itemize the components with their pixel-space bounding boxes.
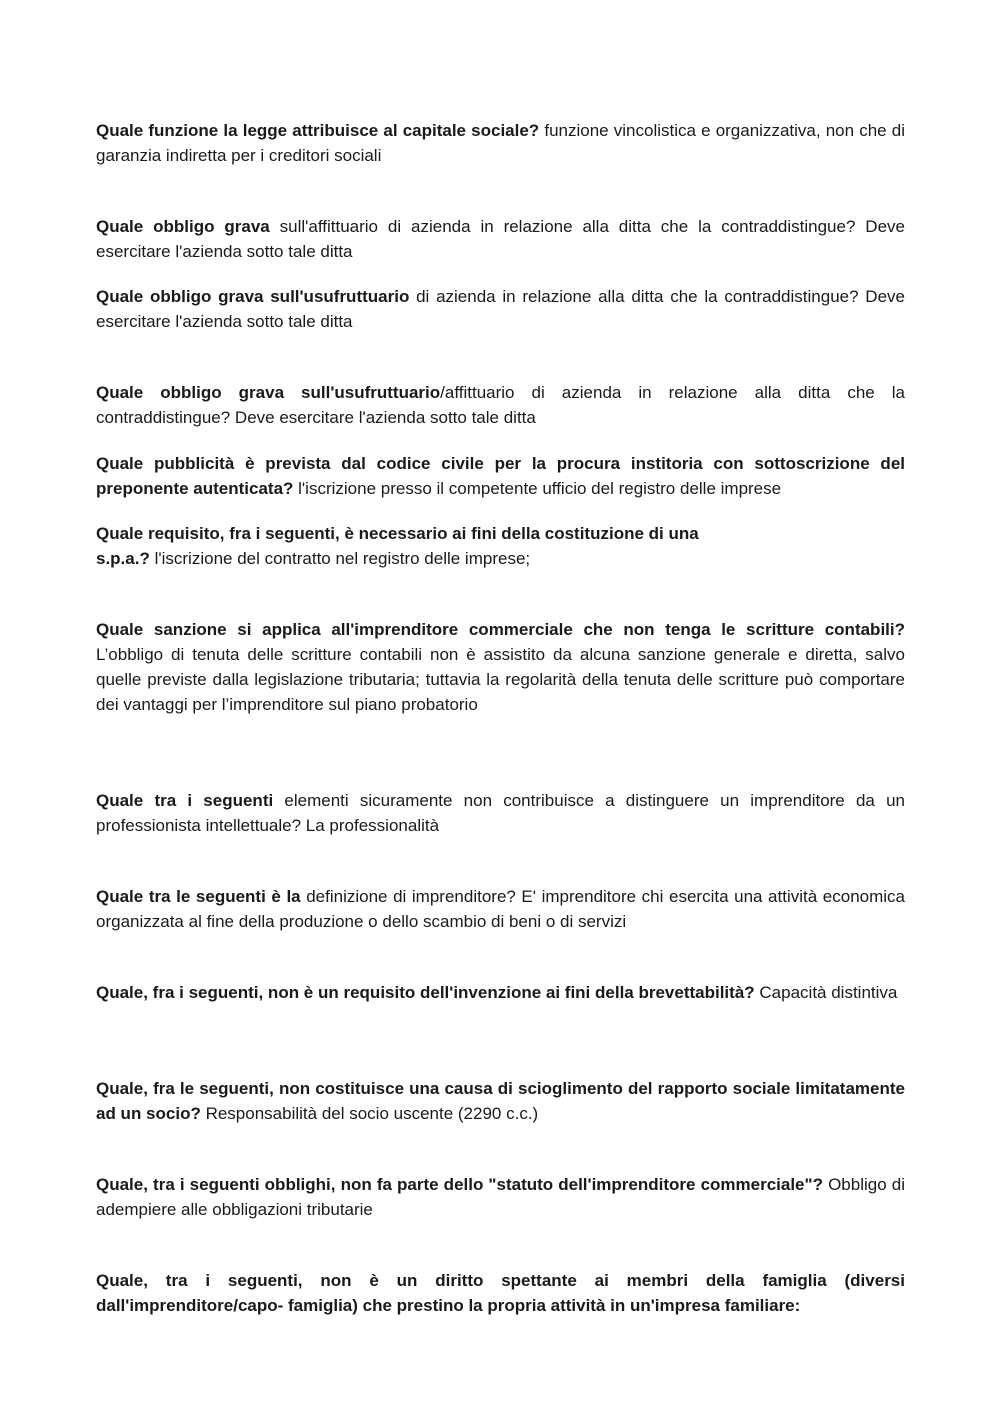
answer-text: l'iscrizione del contratto nel registro delle imprese; (154, 549, 531, 568)
answer-text: elementi sicuramente non contribuisce a distinguere un imprenditore da un professionista intellettuale? La professionalità (96, 791, 905, 835)
qa-entry (96, 788, 905, 838)
qa-entry (96, 1268, 905, 1318)
answer-text: /affittuario di azienda in relazione alla ditta che la contraddistingue? Deve esercitare l'azienda sotto tale ditta (96, 383, 905, 427)
qa-entry (96, 214, 905, 264)
qa-entry (96, 521, 905, 571)
answer-text: Obbligo di adempiere alle obbligazioni tributarie (96, 1175, 905, 1219)
question-text: Quale requisito, fra i seguenti, è necessario ai fini della costituzione di una (96, 524, 699, 543)
question-text: Quale tra i seguenti (96, 791, 274, 810)
qa-entry (96, 380, 905, 430)
qa-entry (96, 1076, 905, 1126)
qa-entry (96, 884, 905, 934)
question-text: Quale tra le seguenti è la (96, 887, 301, 906)
question-text: Quale, fra le seguenti, non costituisce una causa di scioglimento del rapporto sociale limitatamente ad un socio? (96, 1079, 905, 1123)
question-text: s.p.a.? (96, 549, 150, 568)
question-text: Quale, tra i seguenti obblighi, non fa parte dello "statuto dell'imprenditore commerciale"? (96, 1175, 823, 1194)
question-text: Quale pubblicità è prevista dal codice civile per la procura institoria con sottoscrizione del preponente autenticata? (96, 454, 905, 498)
answer-text: di azienda in relazione alla ditta che la contraddistingue? Deve esercitare l'azienda sotto tale ditta (96, 287, 905, 331)
qa-entry (96, 118, 905, 168)
qa-entry (96, 980, 905, 1005)
qa-entry (96, 284, 905, 334)
answer-text: sull'affittuario di azienda in relazione alla ditta che la contraddistingue? Deve esercitare l'azienda sotto tale ditta (96, 217, 905, 261)
answer-text: funzione vincolistica e organizzativa, non che di garanzia indiretta per i creditori sociali (96, 121, 906, 165)
question-text: Quale obbligo grava sull'usufruttuario (96, 383, 441, 402)
qa-entry (96, 617, 905, 717)
answer-text: l'iscrizione presso il competente ufficio del registro delle imprese (298, 479, 782, 498)
question-text: Quale sanzione si applica all'imprenditore commerciale che non tenga le scritture contabili? (96, 620, 905, 639)
question-text: Quale funzione la legge attribuisce al capitale sociale? (96, 121, 540, 140)
qa-entry (96, 451, 905, 501)
qa-entry (96, 1172, 905, 1222)
answer-text: Responsabilità del socio uscente (2290 c.c.) (205, 1104, 539, 1123)
question-text: Quale obbligo grava sull'usufruttuario (96, 287, 410, 306)
answer-text: Capacità distintiva (759, 983, 898, 1002)
question-text: Quale, fra i seguenti, non è un requisito dell'invenzione ai fini della brevettabilità? (96, 983, 755, 1002)
answer-text: L’obbligo di tenuta delle scritture contabili non è assistito da alcuna sanzione generale e diretta, salvo quelle previste dalla legislazione tributaria; tuttavia la regolarità della tenuta delle scritture può comportare dei vantaggi per l’imprenditore sul piano probatorio (96, 645, 905, 714)
question-text: Quale, tra i seguenti, non è un diritto spettante ai membri della famiglia (diversi dall'imprenditore/capo- famiglia) che prestino la propria attività in un'impresa familiare: (96, 1271, 905, 1315)
answer-text: definizione di imprenditore? E' imprenditore chi esercita una attività economica organizzata al fine della produzione o dello scambio di beni o di servizi (96, 887, 905, 931)
question-text: Quale obbligo grava (96, 217, 270, 236)
